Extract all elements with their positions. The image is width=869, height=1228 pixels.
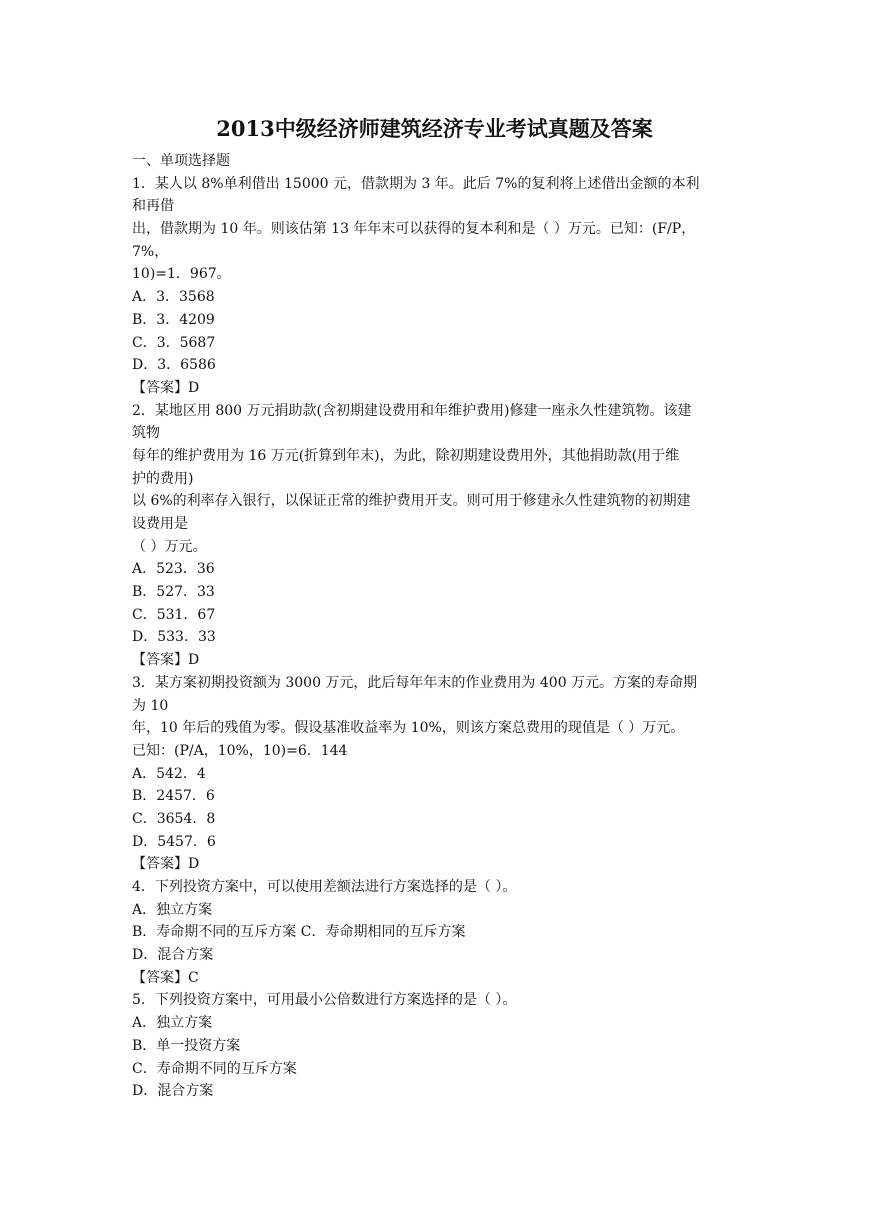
text-line: 2．某地区用 800 万元捐助款(含初期建设费用和年维护费用)修建一座永久性建筑物。该建	[132, 402, 692, 419]
text-line: 和再借	[132, 198, 174, 215]
text-line: D．3．6586	[132, 357, 216, 374]
text-line: 出，借款期为 10 年。则该估第 13 年年末可以获得的复本利和是（ ）万元。已知：(F/P，	[132, 221, 696, 238]
text-line: （ ）万元。	[132, 538, 207, 555]
text-line: 每年的维护费用为 16 万元(折算到年末)，为此，除初期建设费用外，其他捐助款(用于维	[132, 447, 680, 464]
text-line: 【答案】D	[132, 652, 200, 669]
text-line: 设费用是	[132, 516, 188, 532]
text-line: 年，10 年后的残值为零。假设基准收益率为 10%，则该方案总费用的现值是（ ）万元。	[132, 720, 685, 737]
text-line: D．混合方案	[132, 1083, 214, 1100]
text-line: 5．下列投资方案中，可用最小公倍数进行方案选择的是（ ）。	[132, 992, 517, 1009]
text-line: C．3654．8	[132, 810, 216, 827]
document-body	[132, 150, 744, 1103]
text-line: B．寿命期不同的互斥方案 C．寿命期相同的互斥方案	[132, 924, 466, 941]
text-line: 已知：(P/A，10%，10)=6．144	[132, 742, 348, 759]
text-line: 10)=1．967。	[132, 266, 231, 283]
text-line: A．542．4	[132, 765, 206, 782]
page-title: 2013中级经济师建筑经济专业考试真题及答案	[216, 116, 653, 141]
text-line: 【答案】D	[132, 856, 200, 873]
text-line: 1．某人以 8%单利借出 15000 元，借款期为 3 年。此后 7%的复利将上述借出金额的本利	[132, 175, 700, 192]
text-line: C．3．5687	[132, 334, 216, 351]
text-line: A．独立方案	[132, 1015, 213, 1032]
text-line: 7%，	[132, 243, 169, 260]
text-line: 4．下列投资方案中，可以使用差额法进行方案选择的是（ ）。	[132, 879, 517, 895]
text-line: 【答案】C	[132, 969, 199, 986]
text-line: D．5457．6	[132, 833, 216, 850]
text-line: A．3．3568	[132, 289, 215, 306]
text-line: B．3．4209	[132, 311, 215, 328]
text-line: A．独立方案	[132, 901, 213, 918]
text-line: A．523．36	[132, 561, 215, 578]
text-line: 以 6%的利率存入银行，以保证正常的维护费用开支。则可用于修建永久性建筑物的初期建	[132, 493, 691, 510]
text-line: 为 10	[132, 697, 169, 714]
text-line: 筑物	[132, 425, 160, 442]
text-line: 【答案】D	[132, 379, 200, 396]
text-line: C．寿命期不同的互斥方案	[132, 1060, 297, 1077]
text-line: D．533．33	[132, 629, 216, 646]
text-line: 护的费用)	[132, 470, 194, 487]
text-line: C．531．67	[132, 606, 216, 623]
text-line: 3．某方案初期投资额为 3000 万元，此后每年年末的作业费用为 400 万元。方案的寿命期	[132, 674, 698, 691]
text-line: D．混合方案	[132, 947, 214, 964]
text-line: B．527．33	[132, 584, 215, 601]
text-line: 一、单项选择题	[132, 153, 230, 169]
text-line: B．2457．6	[132, 788, 215, 805]
text-line: B．单一投资方案	[132, 1037, 241, 1054]
